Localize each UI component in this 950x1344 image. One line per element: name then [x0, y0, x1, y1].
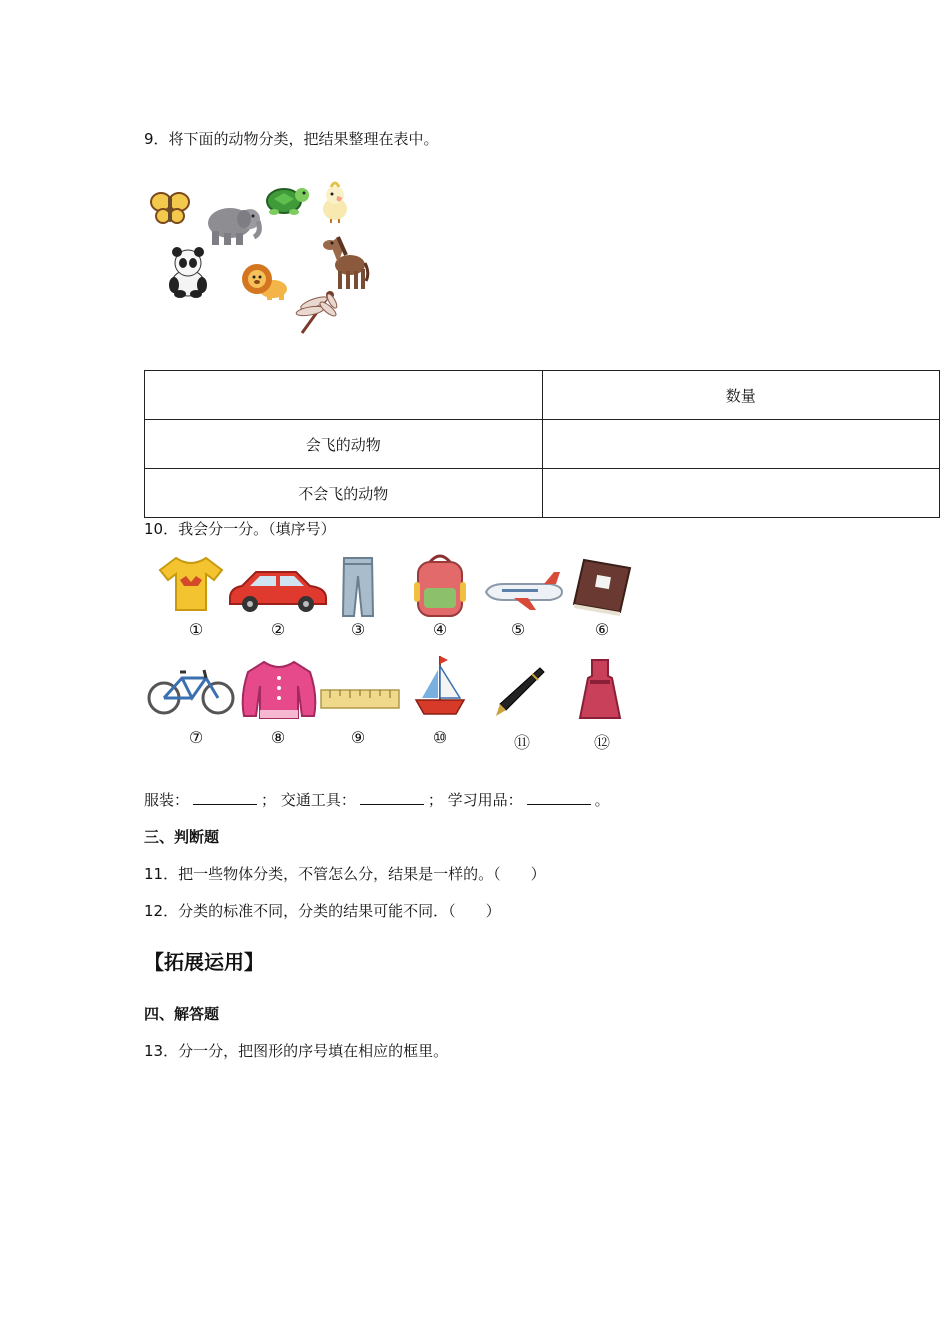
panda-icon	[164, 247, 210, 297]
pants-icon	[340, 554, 376, 618]
row-label: 会飞的动物	[145, 420, 543, 469]
item-number: ③	[350, 620, 366, 639]
horse-icon	[320, 233, 370, 293]
book-icon	[570, 554, 634, 616]
end-mark: 。	[594, 791, 610, 809]
question-9-text: 9．将下面的动物分类，把结果整理在表中。	[144, 130, 439, 148]
turtle-icon	[264, 183, 310, 215]
transport-answer-blank[interactable]	[360, 792, 424, 805]
table-header-row	[145, 371, 940, 420]
elephant-icon	[196, 203, 262, 247]
object-picture-group	[140, 548, 640, 758]
item-number: ⑩	[432, 728, 448, 747]
fill-in-line	[144, 789, 610, 810]
item-number: ⑪	[513, 733, 530, 752]
sweater-icon	[240, 656, 318, 722]
item-number: ⑧	[270, 728, 286, 747]
airplane-icon	[484, 572, 564, 612]
item-number: ⑥	[594, 620, 610, 639]
clothing-answer-blank[interactable]	[193, 792, 257, 805]
answer-cell[interactable]	[542, 469, 940, 518]
answer-cell[interactable]	[542, 420, 940, 469]
bird-icon	[319, 183, 353, 223]
item-number: ①	[188, 620, 204, 639]
ruler-icon	[320, 688, 400, 710]
table-row	[145, 420, 940, 469]
question-11-text: 11．把一些物体分类，不管怎么分，结果是一样的。（ ）	[144, 865, 546, 883]
sailboat-icon	[414, 654, 466, 718]
row-label: 不会飞的动物	[145, 469, 543, 518]
car-icon	[226, 564, 330, 614]
bicycle-icon	[146, 664, 236, 718]
item-number: ⑨	[350, 728, 366, 747]
table-header-cell	[145, 371, 543, 420]
tshirt-icon	[156, 554, 226, 614]
lion-icon	[239, 261, 289, 301]
separator: ；	[261, 791, 277, 809]
item-number: ②	[270, 620, 286, 639]
animal-classification-table	[144, 370, 940, 518]
item-number: ⑦	[188, 728, 204, 747]
table-row	[145, 469, 940, 518]
dragonfly-icon	[284, 291, 340, 337]
backpack-icon	[412, 552, 468, 618]
animal-picture-group	[144, 175, 384, 340]
clothing-label: 服装：	[144, 791, 190, 809]
item-number: ④	[432, 620, 448, 639]
transport-label: 交通工具：	[280, 791, 356, 809]
question-12-text: 12．分类的标准不同，分类的结果可能不同．（ ）	[144, 902, 501, 920]
separator: ；	[427, 791, 443, 809]
question-10-text: 10．我会分一分。（填序号）	[144, 520, 336, 538]
dress-icon	[578, 656, 622, 722]
extension-heading: 【拓展运用】	[144, 950, 264, 974]
item-number: ⑫	[593, 733, 610, 752]
section-3-heading: 三、判断题	[144, 828, 220, 846]
table-header-cell: 数量	[542, 371, 940, 420]
pen-icon	[492, 664, 546, 718]
stationery-answer-blank[interactable]	[527, 792, 591, 805]
butterfly-icon	[150, 191, 190, 225]
item-number: ⑤	[510, 620, 526, 639]
section-4-heading: 四、解答题	[144, 1005, 220, 1023]
question-13-text: 13．分一分，把图形的序号填在相应的框里。	[144, 1042, 449, 1060]
stationery-label: 学习用品：	[447, 791, 523, 809]
